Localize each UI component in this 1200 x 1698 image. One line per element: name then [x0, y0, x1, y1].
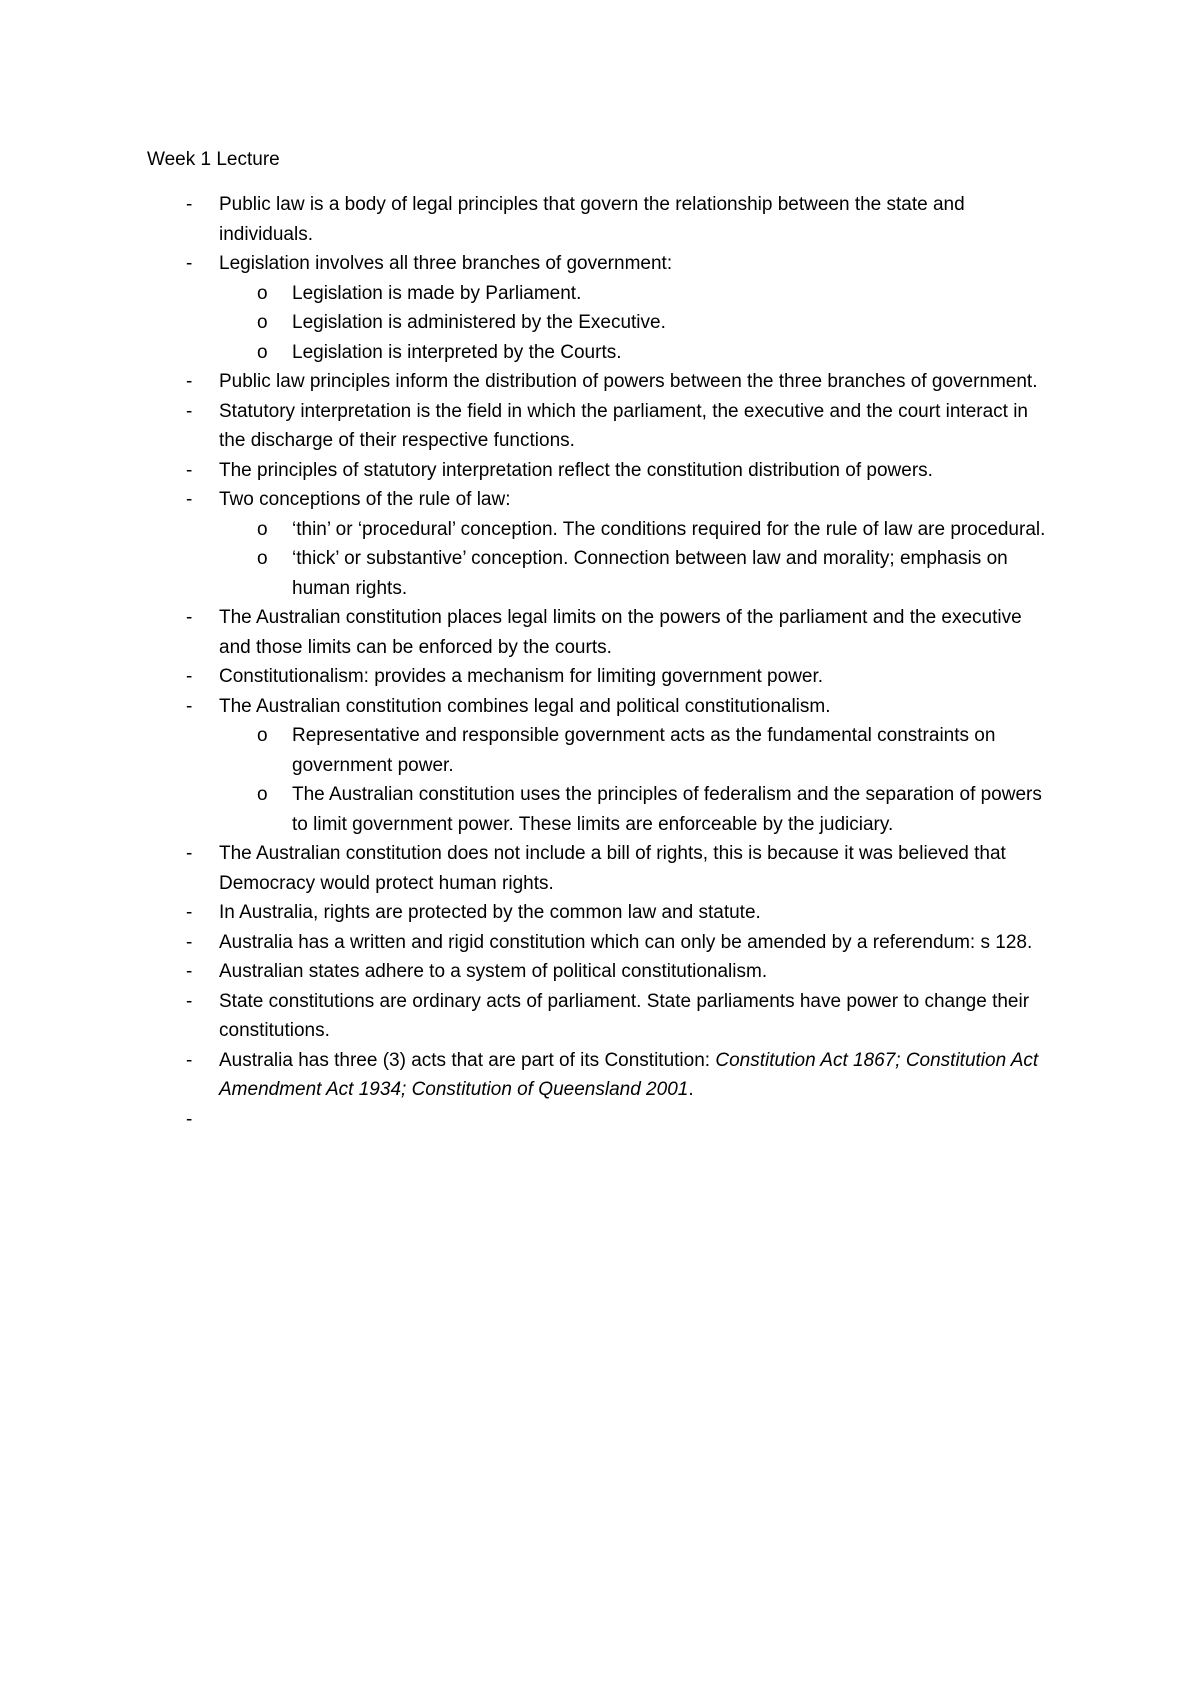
list-item-text [219, 839, 1049, 898]
list-item-main-text: Statutory interpretation is the field in which the parliament, the executive and the court interact in the discharge of their respective functions. [219, 400, 1029, 451]
sub-list-item [0, 721, 1200, 780]
list-item-text [219, 957, 1049, 987]
sub-bullet-marker: o [257, 312, 268, 333]
list-item [0, 928, 1200, 958]
sub-bullet-marker: o [257, 548, 268, 569]
dash-bullet-marker: - [186, 489, 193, 510]
list-item [0, 898, 1200, 928]
list-item-main-text: Public law principles inform the distribution of powers between the three branches of government. [219, 371, 1038, 392]
list-item-main-text: Representative and responsible government acts as the fundamental constraints on government power. [292, 725, 996, 776]
sub-list-item [0, 308, 1200, 338]
list-item-text [219, 190, 1049, 249]
list-item-main-text: Legislation involves all three branches of government: [219, 253, 673, 274]
dash-bullet-marker: - [186, 990, 193, 1012]
list-item-text [292, 544, 1050, 603]
list-item-text [292, 515, 1050, 545]
list-item-text [292, 279, 1050, 309]
dash-bullet-marker: - [186, 902, 193, 923]
list-item-text [219, 603, 1049, 662]
list-item-text [219, 692, 1049, 722]
list-item-main-text: The Australian constitution combines legal and political constitutionalism. [219, 695, 831, 717]
list-item-text [219, 662, 1049, 692]
list-item-main-text: ‘thin’ or ‘procedural’ conception. The conditions required for the rule of law are procedural. [292, 518, 1046, 540]
list-item-text [219, 485, 1049, 515]
list-item [0, 1046, 1200, 1105]
list-item-main-text: Australian states adhere to a system of political constitutionalism. [219, 961, 768, 982]
list-item-main-text: Two conceptions of the rule of law: [219, 489, 511, 510]
list-item [0, 1105, 1200, 1135]
bullet-list [0, 190, 1200, 1134]
list-item-text [219, 898, 1049, 928]
list-item-text [219, 456, 1049, 486]
list-item-main-text: ‘thick’ or substantive’ conception. Connection between law and morality; emphasis on human rights. [292, 548, 1008, 599]
list-item-text [219, 987, 1049, 1046]
sub-list-item [0, 338, 1200, 368]
sub-list-item [0, 279, 1200, 309]
dash-bullet-marker: - [186, 961, 193, 982]
list-item [0, 603, 1200, 662]
dash-bullet-marker: - [186, 371, 193, 392]
dash-bullet-marker: - [186, 607, 193, 628]
sub-list-item [0, 544, 1200, 603]
list-item-text [292, 721, 1050, 780]
dash-bullet-marker: - [186, 459, 193, 481]
act-citations: Constitution Act 1867; Constitution Act Amendment Act 1934; Constitution of Queensland 2001 [219, 1049, 1039, 1100]
sub-list-item [0, 515, 1200, 545]
list-item-main-text: State constitutions are ordinary acts of parliament. State parliaments have power to change their constitutions. [219, 990, 1030, 1041]
dash-bullet-marker: - [186, 666, 193, 687]
dash-bullet-marker: - [186, 931, 193, 953]
sub-bullet-marker: o [257, 725, 268, 746]
list-item [0, 662, 1200, 692]
list-item [0, 957, 1200, 987]
list-item-main-text: Australia has a written and rigid constitution which can only be amended by a referendum: s 128. [219, 931, 1033, 953]
sub-bullet-marker: o [257, 784, 268, 805]
list-item-main-text: The Australian constitution uses the principles of federalism and the separation of powers to limit government power. These limits are enforceable by the judiciary. [292, 784, 1042, 835]
sub-list-item [0, 780, 1200, 839]
trailing-punctuation: . [688, 1079, 694, 1100]
dash-bullet-marker: - [186, 695, 193, 717]
list-item-main-text: The Australian constitution does not include a bill of rights, this is because it was believed that Democracy would protect human rights. [219, 843, 1006, 894]
list-item-main-text: Legislation is administered by the Executive. [292, 312, 666, 333]
list-item-text [219, 1105, 1049, 1135]
list-item-main-text: Australia has three (3) acts that are part of its Constitution: [219, 1049, 716, 1071]
list-item [0, 367, 1200, 397]
list-item [0, 249, 1200, 279]
list-item-main-text: Public law is a body of legal principles that govern the relationship between the state and individuals. [219, 194, 965, 245]
list-item-main-text: The Australian constitution places legal limits on the powers of the parliament and the executive and those limits can be enforced by the courts. [219, 607, 1022, 658]
list-item [0, 987, 1200, 1046]
dash-bullet-marker: - [186, 194, 193, 215]
list-item-main-text: Legislation is interpreted by the Courts. [292, 341, 622, 363]
list-item [0, 692, 1200, 722]
sub-bullet-marker: o [257, 341, 268, 363]
list-item-text [219, 367, 1049, 397]
list-item [0, 485, 1200, 515]
sub-bullet-marker: o [257, 282, 268, 304]
list-item-text [219, 1046, 1049, 1105]
page-title: Week 1 Lecture [147, 149, 280, 170]
dash-bullet-marker: - [186, 1049, 193, 1071]
list-item-text [292, 780, 1050, 839]
list-item-text [219, 249, 1049, 279]
list-item [0, 397, 1200, 456]
dash-bullet-marker: - [186, 400, 193, 422]
dash-bullet-marker: - [186, 843, 193, 864]
dash-bullet-marker: - [186, 253, 193, 274]
list-item-main-text: Constitutionalism: provides a mechanism for limiting government power. [219, 666, 824, 687]
list-item-text [219, 928, 1049, 958]
list-item-main-text: In Australia, rights are protected by the common law and statute. [219, 902, 761, 923]
list-item-main-text: The principles of statutory interpretation reflect the constitution distribution of powers. [219, 459, 933, 481]
list-item-text [219, 397, 1049, 456]
list-item [0, 456, 1200, 486]
list-item-text [292, 338, 1050, 368]
list-item [0, 190, 1200, 249]
list-item-main-text: Legislation is made by Parliament. [292, 282, 582, 304]
sub-bullet-marker: o [257, 518, 268, 540]
dash-bullet-marker: - [186, 1108, 193, 1130]
list-item-text [292, 308, 1050, 338]
list-item [0, 839, 1200, 898]
list-item-main-text [219, 1109, 224, 1130]
